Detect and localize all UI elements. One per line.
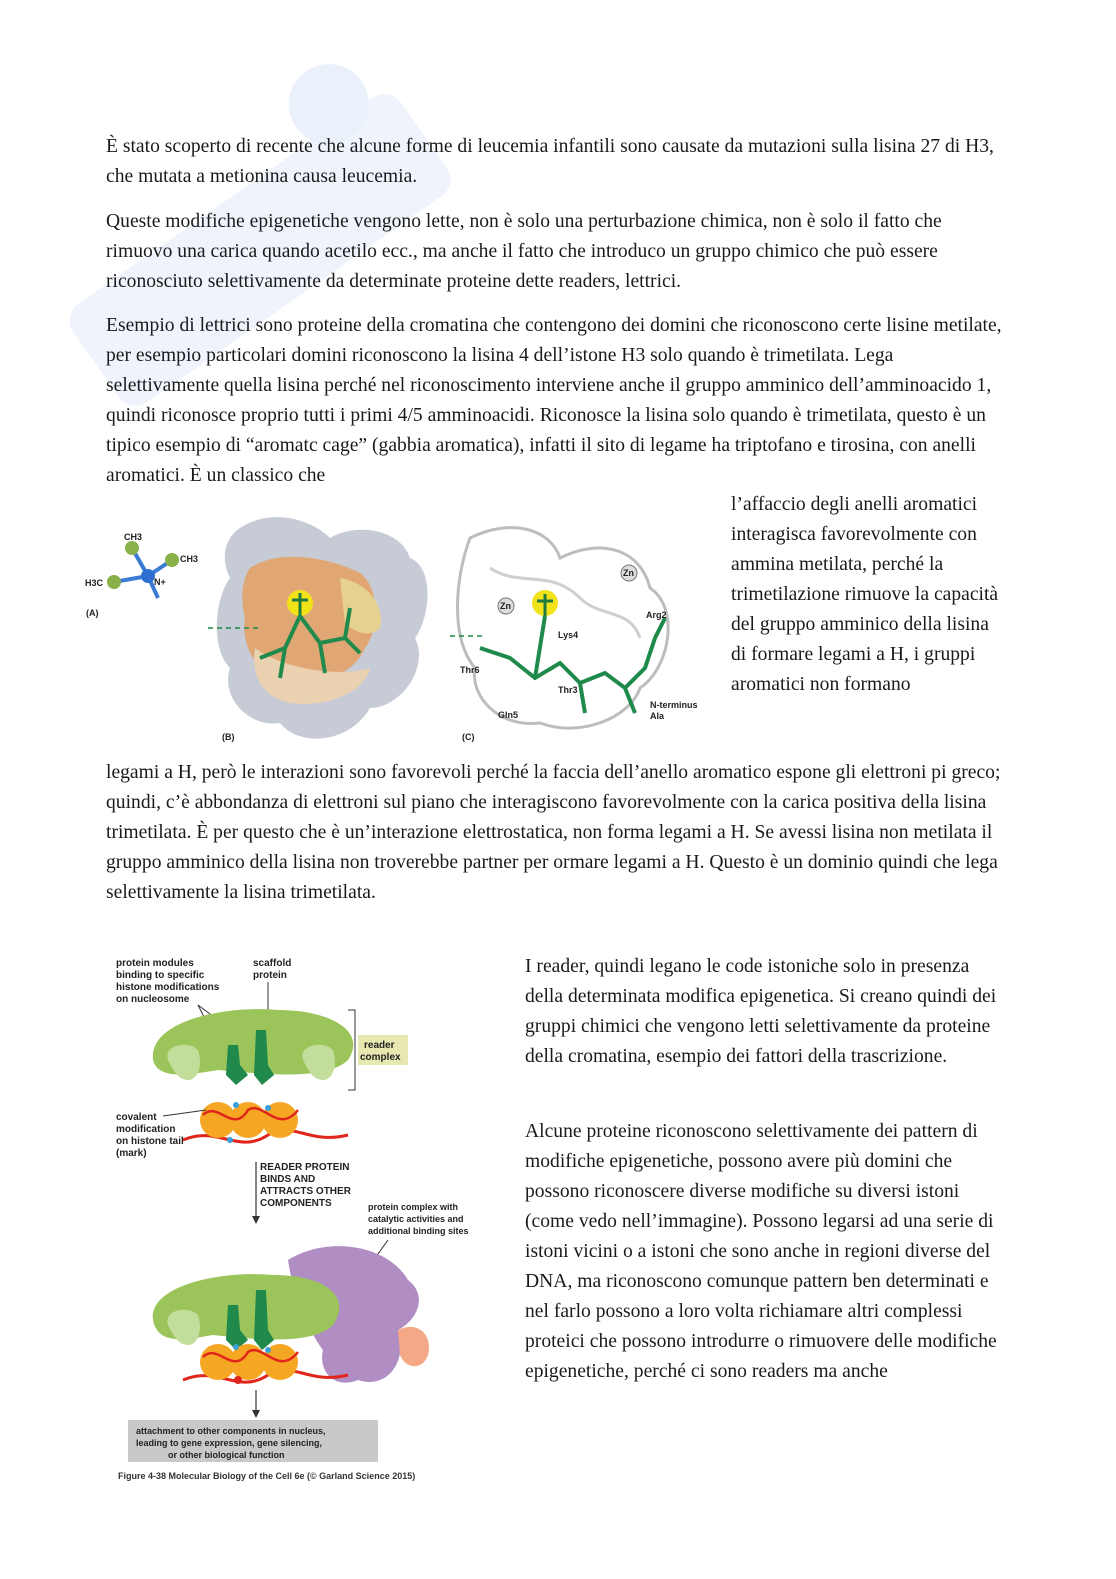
thr3-label: Thr3 (558, 685, 578, 695)
label-binds-2: BINDS AND (260, 1174, 316, 1185)
label-reader: reader (364, 1040, 395, 1051)
label-binds: READER PROTEIN (260, 1162, 350, 1173)
zn-left-label: Zn (500, 601, 511, 611)
zn-right-label: Zn (623, 568, 634, 578)
paragraph-readers-intro: Queste modifiche epigenetiche vengono lette, non è solo una perturbazione chimica, non è solo il fatto che rimuovo una carica quando acetilo ecc., ma anche il fatto che introduco un gruppo chimico che può essere riconosciuto selettivamente da determinate proteine dette readers, lettrici. (106, 211, 942, 292)
reader-complex-bottom (153, 1246, 429, 1384)
n-plus-label: N+ (154, 577, 166, 587)
panel-b-label: (B) (222, 732, 235, 742)
paragraph-aromatic-continued: legami a H, però le interazioni sono favorevoli perché la faccia dell’anello aromatico espone gli elettroni pi greco; quindi, c’è abbondanza di elettroni sul piano che interagiscono favorevolmente con la carica positiva della lisina trimetilata. È per questo che è un’interazione elettrostatica, non forma legami a H. Se avessi lisina non metilata il gruppo amminico della lisina non troverebbe partner per ormare legami a H. Questo è un dominio quindi che lega selettivamente la lisina trimetilata. (106, 762, 1001, 903)
figure-reader-complex (108, 950, 508, 1470)
label-covalent-2: modification (116, 1124, 176, 1135)
ch3-right-label: CH3 (180, 554, 199, 564)
label-protein-modules-3: histone modifications (116, 982, 220, 993)
panel-a-label: (A) (86, 608, 99, 618)
label-attachment-3: or other biological function (168, 1450, 285, 1460)
paragraph-leukemia: È stato scoperto di recente che alcune forme di leucemia infantili sono causate da mutazioni sulla lisina 27 di H3, che mutata a metionina causa leucemia. (106, 136, 994, 187)
thr6-label: Thr6 (460, 665, 480, 675)
label-protein-complex-3: additional binding sites (368, 1226, 469, 1236)
paragraph-aromatic-cage: Esempio di lettrici sono proteine della cromatina che contengono dei domini che riconoscono certe lisine metilate, per esempio particolari domini riconoscono la lisina 4 dell’istone H3 solo quando è trimetilata. Lega selettivamente quella lisina perché nel riconoscimento interviene anche il gruppo amminico dell’amminoacido 1, quindi riconosce proprio tutti i primi 4/5 amminoacidi. Riconosce la lisina solo quando è trimetilata, questo è un tipico esempio di “aromatc cage” (gabbia aromatica), infatti il sito di legame ha triptofano e tirosina, con anelli aromatici. È un classico che (106, 315, 1002, 486)
paragraph-reader-binding: I reader, quindi legano le code istoniche solo in presenza della determinata modifica epigenetica. Si creano quindi dei gruppi chimici che vengono letti selettivamente da proteine della cromatina, esempio dei fattori della trascrizione. (525, 956, 997, 1067)
label-protein-modules-4: on nucleosome (116, 994, 190, 1005)
label-binds-4: COMPONENTS (260, 1198, 332, 1209)
paragraph-aromatic-side: l’affaccio degli anelli aromatici interagisca favorevolmente con ammina metilata, perché la trimetilazione rimuove la capacità del gruppo amminico della lisina di formare legami a H, i gruppi aromatici non formano (731, 494, 999, 695)
label-binds-3: ATTRACTS OTHER (260, 1186, 351, 1197)
panel-b-surface (208, 517, 428, 742)
label-attachment-2: leading to gene expression, gene silencing, (136, 1438, 323, 1448)
panel-c-ribbon (450, 528, 698, 742)
label-covalent-4: (mark) (116, 1148, 147, 1159)
label-scaffold-2: protein (253, 970, 287, 981)
figure-trimethyl-lysine (80, 508, 720, 758)
h3c-label: H3C (85, 578, 104, 588)
panel-c-label: (C) (462, 732, 475, 742)
label-scaffold: scaffold (253, 958, 292, 969)
label-protein-modules-2: binding to specific (116, 970, 205, 981)
panel-a-molecule (85, 532, 198, 618)
label-attachment: attachment to other components in nucleus, (136, 1426, 326, 1436)
reader-complex-top (153, 1009, 408, 1090)
n-terminus-label: N-terminus (650, 700, 698, 710)
gln5-label: Gln5 (498, 710, 519, 720)
ala-label: Ala (650, 711, 665, 721)
figure-caption: Figure 4-38 Molecular Biology of the Cell 6e (© Garland Science 2015) (118, 1471, 416, 1481)
ch3-top-label: CH3 (124, 532, 143, 542)
label-reader-2: complex (360, 1052, 401, 1063)
paragraph-reader-patterns: Alcune proteine riconoscono selettivamente dei pattern di modifiche epigenetiche, possono avere più domini che possono riconoscere diverse modifiche su diversi istoni (come vedo nell’immagine). Possono legarsi ad una serie di istoni vicini o a istoni che sono anche in regioni diverse del DNA, ma riconoscono comunque pattern ben determinati e nel farlo possono a loro volta richiamare altri complessi proteici che possono introdurre o rimuovere delle modifiche epigenetiche, perché ci sono readers ma anche (525, 1121, 997, 1382)
label-protein-complex-2: catalytic activities and (368, 1214, 464, 1224)
label-covalent-3: on histone tail (116, 1136, 184, 1147)
arg2-label: Arg2 (646, 610, 667, 620)
nucleosomes-top (183, 1102, 348, 1143)
lys4-label: Lys4 (558, 630, 579, 640)
label-covalent: covalent (116, 1112, 157, 1123)
label-protein-modules: protein modules (116, 958, 194, 969)
label-protein-complex: protein complex with (368, 1202, 459, 1212)
